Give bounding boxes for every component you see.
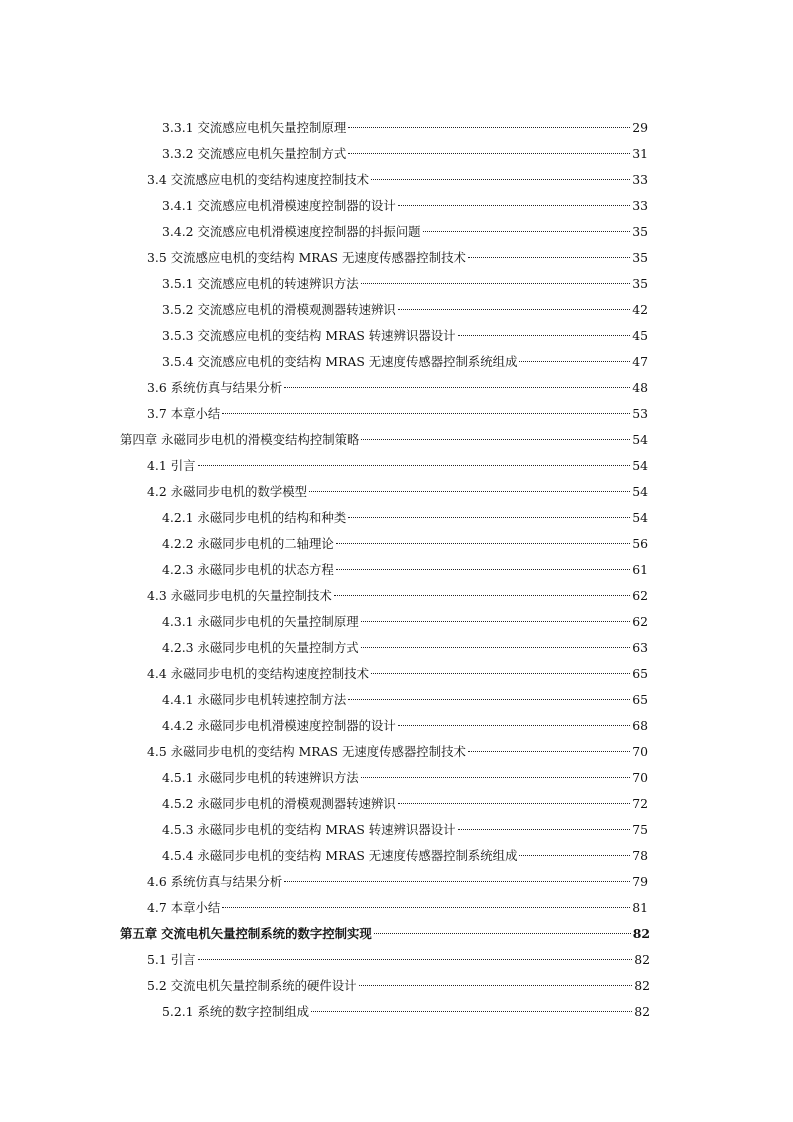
- toc-title: 永磁同步电机的数学模型: [170, 484, 308, 499]
- toc-entry[interactable]: [0, 791, 793, 817]
- toc-page-number: 81: [632, 900, 648, 915]
- toc-page-number: 33: [632, 198, 648, 213]
- toc-leader: [336, 543, 630, 544]
- toc-number: 4.2.2: [162, 536, 194, 551]
- toc-title: 引言: [170, 952, 196, 967]
- toc-entry[interactable]: [0, 219, 793, 245]
- toc-chapter-number: 第五章: [120, 926, 158, 941]
- toc-entry[interactable]: [0, 297, 793, 323]
- toc-number: 4.4.2: [162, 718, 194, 733]
- toc-leader: [458, 829, 631, 830]
- toc-leader: [361, 439, 630, 440]
- toc-number: 4.7: [147, 900, 167, 915]
- toc-entry[interactable]: [0, 817, 793, 843]
- toc-number: 4.5.4: [162, 848, 194, 863]
- toc-page-number: 54: [632, 432, 648, 447]
- toc-number: 4.5.1: [162, 770, 194, 785]
- toc-chapter-title: 永磁同步电机的滑模变结构控制策略: [161, 432, 360, 447]
- toc-leader: [222, 907, 630, 908]
- toc-entry[interactable]: [0, 973, 793, 999]
- toc-leader: [198, 465, 631, 466]
- toc-title: 永磁同步电机的变结构 MRAS 无速度传感器控制技术: [170, 744, 466, 759]
- toc-leader: [468, 257, 630, 258]
- toc-title: 系统仿真与结果分析: [170, 380, 283, 395]
- toc-number: 4.6: [147, 874, 167, 889]
- toc-leader: [398, 803, 630, 804]
- toc-entry[interactable]: [0, 271, 793, 297]
- toc-number: 4.4: [147, 666, 167, 681]
- toc-title: 永磁同步电机的转速辨识方法: [197, 770, 359, 785]
- toc-leader: [348, 517, 630, 518]
- toc-number: 4.2: [147, 484, 167, 499]
- toc-number: 3.4: [147, 172, 167, 187]
- toc-leader: [334, 595, 630, 596]
- toc-page-number: 63: [632, 640, 648, 655]
- toc-number: 3.6: [147, 380, 167, 395]
- toc-chapter-entry[interactable]: [0, 427, 793, 453]
- toc-entry[interactable]: [0, 479, 793, 505]
- toc-number: 4.2.3: [162, 640, 194, 655]
- toc-entry[interactable]: [0, 999, 793, 1025]
- toc-number: 4.5: [147, 744, 167, 759]
- toc-entry[interactable]: [0, 635, 793, 661]
- toc-page-number: 62: [632, 614, 648, 629]
- toc-entry[interactable]: [0, 115, 793, 141]
- table-of-contents: [0, 115, 793, 1025]
- toc-number: 5.1: [147, 952, 167, 967]
- toc-page-number: 82: [634, 978, 650, 993]
- toc-number: 4.4.1: [162, 692, 194, 707]
- toc-entry[interactable]: [0, 193, 793, 219]
- toc-title: 永磁同步电机滑模速度控制器的设计: [197, 718, 396, 733]
- toc-title: 永磁同步电机的滑模观测器转速辨识: [197, 796, 396, 811]
- toc-chapter-title: 交流电机矢量控制系统的数字控制实现: [161, 926, 372, 941]
- toc-page-number: 35: [632, 224, 648, 239]
- toc-title: 交流感应电机滑模速度控制器的设计: [197, 198, 396, 213]
- toc-page-number: 54: [632, 484, 648, 499]
- toc-page-number: 70: [632, 744, 648, 759]
- toc-page-number: 65: [632, 666, 648, 681]
- toc-number: 4.2.3: [162, 562, 194, 577]
- toc-leader: [309, 491, 630, 492]
- toc-leader: [398, 309, 630, 310]
- toc-entry[interactable]: [0, 869, 793, 895]
- toc-title: 交流感应电机的变结构 MRAS 无速度传感器控制系统组成: [197, 354, 518, 369]
- toc-chapter-number: 第四章: [120, 432, 158, 447]
- toc-page-number: 47: [632, 354, 648, 369]
- toc-title: 永磁同步电机的结构和种类: [197, 510, 347, 525]
- toc-title: 交流电机矢量控制系统的硬件设计: [170, 978, 357, 993]
- toc-title: 交流感应电机的滑模观测器转速辨识: [197, 302, 396, 317]
- toc-title: 永磁同步电机的状态方程: [197, 562, 334, 577]
- toc-number: 3.7: [147, 406, 167, 421]
- toc-number: 4.2.1: [162, 510, 194, 525]
- toc-page-number: 54: [632, 458, 648, 473]
- toc-leader: [336, 569, 630, 570]
- toc-entry[interactable]: [0, 375, 793, 401]
- toc-page-number: 82: [634, 952, 650, 967]
- toc-number: 3.5.3: [162, 328, 194, 343]
- toc-number: 4.5.2: [162, 796, 194, 811]
- toc-leader: [361, 621, 631, 622]
- toc-entry[interactable]: [0, 895, 793, 921]
- toc-leader: [198, 959, 633, 960]
- toc-leader: [458, 335, 631, 336]
- toc-page-number: 62: [632, 588, 648, 603]
- toc-entry[interactable]: [0, 661, 793, 687]
- toc-entry[interactable]: [0, 167, 793, 193]
- toc-leader: [423, 231, 631, 232]
- toc-number: 3.5.2: [162, 302, 194, 317]
- toc-page-number: 72: [632, 796, 648, 811]
- toc-leader: [371, 179, 630, 180]
- toc-leader: [361, 283, 631, 284]
- toc-page-number: 35: [632, 276, 648, 291]
- toc-entry[interactable]: [0, 141, 793, 167]
- toc-page-number: 79: [632, 874, 648, 889]
- toc-page-number: 45: [632, 328, 648, 343]
- toc-page-number: 29: [632, 120, 648, 135]
- toc-page-number: 68: [632, 718, 648, 733]
- toc-number: 4.3: [147, 588, 167, 603]
- toc-number: 3.4.2: [162, 224, 194, 239]
- toc-title: 永磁同步电机的变结构 MRAS 无速度传感器控制系统组成: [197, 848, 518, 863]
- toc-title: 本章小结: [170, 900, 221, 915]
- toc-leader: [361, 647, 631, 648]
- toc-number: 3.3.1: [162, 120, 194, 135]
- toc-leader: [374, 933, 631, 934]
- toc-title: 永磁同步电机的变结构 MRAS 转速辨识器设计: [197, 822, 456, 837]
- toc-number: 3.5: [147, 250, 167, 265]
- toc-number: 5.2.1: [162, 1004, 194, 1019]
- toc-page-number: 48: [632, 380, 648, 395]
- toc-entry[interactable]: [0, 687, 793, 713]
- toc-chapter-entry[interactable]: [0, 921, 793, 947]
- toc-number: 3.4.1: [162, 198, 194, 213]
- toc-number: 3.5.1: [162, 276, 194, 291]
- toc-leader: [361, 777, 631, 778]
- toc-entry[interactable]: [0, 453, 793, 479]
- toc-leader: [398, 725, 630, 726]
- toc-page-number: 61: [632, 562, 648, 577]
- toc-leader: [519, 361, 630, 362]
- toc-leader: [311, 1011, 632, 1012]
- toc-leader: [398, 205, 630, 206]
- toc-title: 交流感应电机的变结构速度控制技术: [170, 172, 369, 187]
- toc-entry[interactable]: [0, 583, 793, 609]
- toc-page-number: 33: [632, 172, 648, 187]
- toc-number: 5.2: [147, 978, 167, 993]
- toc-entry[interactable]: [0, 505, 793, 531]
- toc-page-number: 31: [632, 146, 648, 161]
- toc-number: 4.5.3: [162, 822, 194, 837]
- toc-number: 3.5.4: [162, 354, 194, 369]
- toc-page-number: 35: [632, 250, 648, 265]
- toc-title: 系统仿真与结果分析: [170, 874, 283, 889]
- toc-leader: [371, 673, 630, 674]
- toc-leader: [519, 855, 630, 856]
- toc-leader: [348, 699, 630, 700]
- toc-entry[interactable]: [0, 245, 793, 271]
- toc-number: 4.1: [147, 458, 167, 473]
- toc-leader: [359, 985, 633, 986]
- toc-title: 引言: [170, 458, 196, 473]
- toc-title: 永磁同步电机的变结构速度控制技术: [170, 666, 369, 681]
- toc-title: 本章小结: [170, 406, 221, 421]
- toc-title: 交流感应电机的变结构 MRAS 转速辨识器设计: [197, 328, 456, 343]
- toc-entry[interactable]: [0, 323, 793, 349]
- toc-title: 系统的数字控制组成: [197, 1004, 310, 1019]
- toc-page-number: 82: [634, 1004, 650, 1019]
- toc-title: 永磁同步电机的矢量控制技术: [170, 588, 332, 603]
- toc-title: 交流感应电机滑模速度控制器的抖振问题: [197, 224, 421, 239]
- toc-leader: [348, 127, 630, 128]
- toc-page-number: 82: [632, 926, 650, 941]
- toc-entry[interactable]: [0, 843, 793, 869]
- toc-leader: [468, 751, 630, 752]
- toc-title: 永磁同步电机的矢量控制原理: [197, 614, 359, 629]
- toc-leader: [348, 153, 630, 154]
- toc-title: 交流感应电机的转速辨识方法: [197, 276, 359, 291]
- toc-title: 永磁同步电机的矢量控制方式: [197, 640, 359, 655]
- toc-title: 永磁同步电机转速控制方法: [197, 692, 347, 707]
- toc-entry[interactable]: [0, 557, 793, 583]
- toc-title: 交流感应电机矢量控制原理: [197, 120, 347, 135]
- toc-entry[interactable]: [0, 349, 793, 375]
- toc-page-number: 56: [632, 536, 648, 551]
- toc-entry[interactable]: [0, 765, 793, 791]
- toc-entry[interactable]: [0, 947, 793, 973]
- toc-title: 永磁同步电机的二轴理论: [197, 536, 334, 551]
- toc-page-number: 54: [632, 510, 648, 525]
- toc-leader: [284, 881, 630, 882]
- toc-entry[interactable]: [0, 739, 793, 765]
- toc-title: 交流感应电机矢量控制方式: [197, 146, 347, 161]
- toc-entry[interactable]: [0, 401, 793, 427]
- toc-page-number: 70: [632, 770, 648, 785]
- toc-page-number: 53: [632, 406, 648, 421]
- toc-page-number: 78: [632, 848, 648, 863]
- toc-entry[interactable]: [0, 531, 793, 557]
- toc-page-number: 65: [632, 692, 648, 707]
- toc-entry[interactable]: [0, 713, 793, 739]
- toc-leader: [222, 413, 630, 414]
- toc-number: 4.3.1: [162, 614, 194, 629]
- toc-page-number: 42: [632, 302, 648, 317]
- toc-leader: [284, 387, 630, 388]
- toc-entry[interactable]: [0, 609, 793, 635]
- toc-title: 交流感应电机的变结构 MRAS 无速度传感器控制技术: [170, 250, 466, 265]
- toc-number: 3.3.2: [162, 146, 194, 161]
- toc-page-number: 75: [632, 822, 648, 837]
